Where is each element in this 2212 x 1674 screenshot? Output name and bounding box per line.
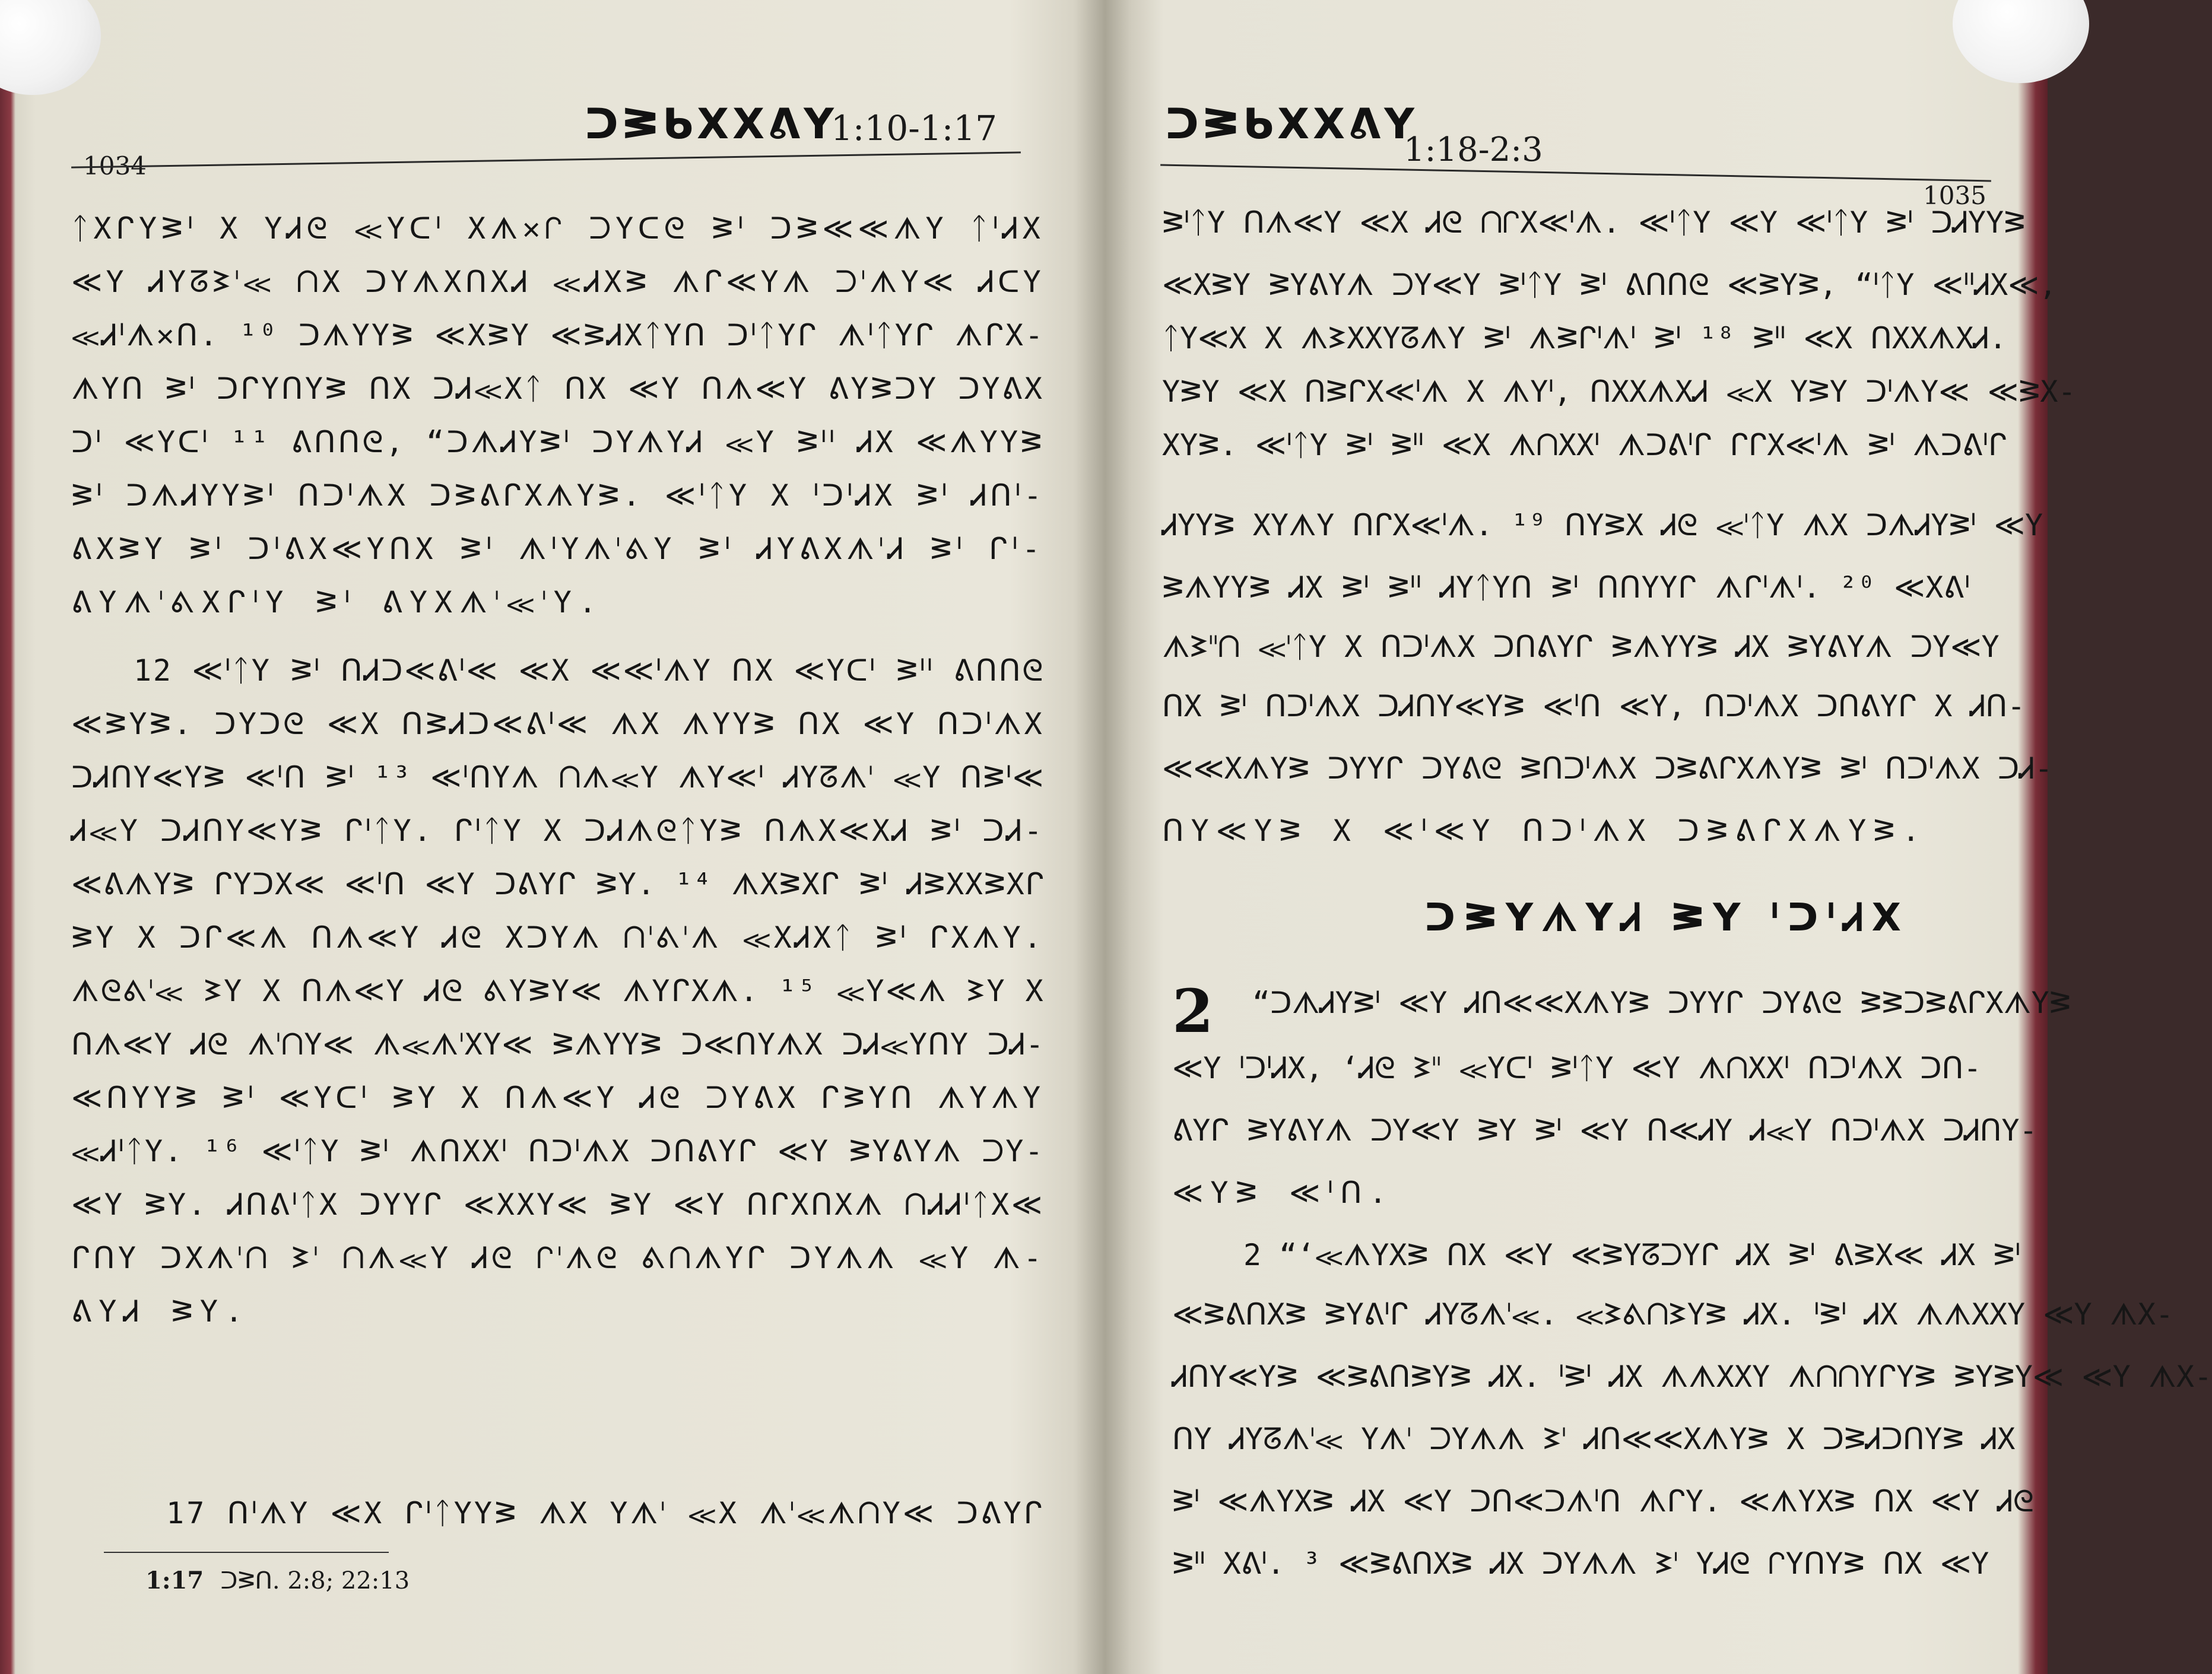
text-line: ≪ᏗᑊᛏY. ¹⁶ ≪ᑊᛏY ᕒᑊ ᗑᑎXXᑊ ᑎᑐᑊᗑX ᑐᑎᕕYᒋ ≪Y ᕒYᕕYᗑ ᑐY- [71,1134,1045,1168]
text-line: ᗑᕒᑊᑊᑎ ≪ᑊᛏY X ᑎᑐᑊᗑX ᑐᑎᕕYᒋ ᕒᗑYYᕒ ᏗX ᕒYᕕYᗑ ᑐY≪Y [1162,630,2000,664]
right-header-ref: 1:18-2:3 [1404,131,1543,169]
text-line: ≪Y ᕒY. ᏗᑎᕕᑊᛏX ᑐYYᒋ ≪XXY≪ ᕒY ≪Y ᑎᒋXᑎXᗑ ᑎᏗᏗᑊᛏX≪ [71,1187,1045,1222]
text-line: ᗑYᑎ ᕒᑊ ᑐᒋYᑎYᕒ ᑎX ᑐᏗ≪Xᛏ ᑎX ≪Y ᑎᗑ≪Y ᕕYᕒᑐY ᑐYᕕX [71,371,1045,406]
text-line: ᕕXᕒY ᕒᑊ ᑐᑊᕕX≪YᑎX ᕒᑊ ᗑᑊYᗑᑊᕕY ᕒᑊ ᏗYᕕXᗑᑊᏗ ᕒᑊ ᒋᑊ- [71,532,1045,566]
text-line: ᑎX ᕒᑊ ᑎᑐᑊᗑX ᑐᏗᑎY≪Yᕒ ≪ᑊᑎ ≪Y, ᑎᑐᑊᗑX ᑐᑎᕕYᒋ X Ꮧᑎ- [1162,689,2026,723]
text-line: ᕒᑊᑊ Xᕕᑊ. ³ ≪ᕒᕕᑎXᕒ ᏗX ᑐYᗑᗑ ᕒᑊ YᏗᘓ ᒋYᑎYᕒ ᑎX ≪Y [1172,1546,1989,1581]
text-line: ᒋᑎY ᑐXᗑᑊᑎ ᕒᑊ ᑎᗑ≪Y Ꮧᘓ ᒋᑊᗑᘓ ᕕᑎᗑYᒋ ᑐYᗑᗑ ≪Y ᗑ- [71,1241,1045,1275]
section-heading: ᑐᕒYᗑYᏗ ᕒY ᑊᑐᑊᏗX [1424,896,1909,940]
text-line: ᑐᏗᑎY≪Yᕒ ≪ᑊᑎ ᕒᑊ ¹³ ≪ᑊᑎYᗑ ᑎᗑ≪Y ᗑY≪ᑊ ᏗYᘔᗑᑊ ≪Y ᑎᕒᑊ≪ [71,760,1045,795]
text-line: ᛏY≪X X ᗑᕒXXYᘔᗑY ᕒᑊ ᗑᕒᒋᑊᗑᑊ ᕒᑊ ¹⁸ ᕒᑊᑊ ≪X ᑎXXᗑXᏗ. [1162,321,2007,355]
text-line: ᕒY X ᑐᒋ≪ᗑ ᑎᗑ≪Y Ꮧᘓ XᑐYᗑ ᑎᑊᕕᑊᗑ ≪XᏗXᛏ ᕒᑊ ᒋXᗑY. [71,920,1045,955]
text-line: ≪≪XᗑYᕒ ᑐYYᒋ ᑐYᕕᘓ ᕒᑎᑐᑊᗑX ᑐᕒᕕᒋXᗑYᕒ ᕒᑊ ᑎᑐᑊᗑX ᑐᏗ- [1162,751,2053,786]
text-line: YᕒY ≪X ᑎᕒᒋX≪ᑊᗑ X ᗑYᑊ, ᑎXXᗑXᏗ ≪X YᕒY ᑐᑊᗑY≪ ≪ᕒX- [1162,374,2076,409]
footnote [145,1567,410,1594]
text-line: ᛏXᒋYᕒᑊ X YᏗᘓ ≪Yᑕᑊ Xᗑ✕ᒋ ᑐYᑕᘓ ᕒᑊ ᑐᕒ≪≪ᗑY ᛏᑊᏗX [71,211,1045,246]
text-line: ᑎY ᏗYᘔᗑᑊ≪ Yᗑᑊ ᑐYᗑᗑ ᕒᑊ Ꮧᑎ≪≪XᗑYᕒ X ᑐᕒᏗᑐᑎYᕒ ᏗX [1172,1422,2016,1456]
text-line: ≪Y ᑊᑐᑊᏗX, ‘Ꮧᘓ ᕒᑊᑊ ≪Yᑕᑊ ᕒᑊᛏY ≪Y ᗑᑎXXᑊ ᑎᑐᑊᗑX ᑐᑎ- [1172,1051,1982,1085]
text-line: ᕒᗑYYᕒ ᏗX ᕒᑊ ᕒᑊᑊ ᏗYᛏYᑎ ᕒᑊ ᑎᑎYYᒋ ᗑᒋᑊᗑᑊ. ²⁰ ≪Xᕕᑊ [1162,570,1970,605]
left-header-ref: 1:10-1:17 [831,108,998,148]
text-line: “ᑐᗑᏗYᕒᑊ ≪Y Ꮧᑎ≪≪XᗑYᕒ ᑐYYᒋ ᑐYᕕᘓ ᕒᕒᑐᕒᕕᒋXᗑYᕒ [1252,986,2071,1020]
text-line: ᕒᑊ ᑐᗑᏗYYᕒᑊ ᑎᑐᑊᗑX ᑐᕒᕕᒋXᗑYᕒ. ≪ᑊᛏY X ᑊᑐᑊᏗX ᕒᑊ Ꮧᑎᑊ- [71,478,1045,513]
text-line: ᗑᘓᕕᑊ≪ ᕒY X ᑎᗑ≪Y Ꮧᘓ ᕕYᕒY≪ ᗑYᒋXᗑ. ¹⁵ ≪Y≪ᗑ ᕒY X [71,974,1045,1008]
left-header-title: ᑐᕒᑲXXᕕY [585,100,837,148]
text-line: ᕒᑊᛏY ᑎᗑ≪Y ≪X Ꮧᘓ ᑎᒋX≪ᑊᗑ. ≪ᑊᛏY ≪Y ≪ᑊᛏY ᕒᑊ ᑐᏗYYᕒ [1162,205,2026,240]
footnote-rule [104,1552,389,1553]
text-line: 2 “‘≪ᗑYXᕒ ᑎX ≪Y ≪ᕒYᘔᑐYᒋ ᏗX ᕒᑊ ᕕᕒX≪ ᏗX ᕒᑊ [1243,1238,2021,1272]
text-line: Ꮧ≪Y ᑐᏗᑎY≪Yᕒ ᒋᑊᛏY. ᒋᑊᛏY X ᑐᏗᗑᘓᛏYᕒ ᑎᗑX≪XᏗ ᕒᑊ ᑐᏗ- [71,814,1045,848]
right-header-title: ᑐᕒᑲXXᕕY [1165,100,1418,148]
text-line: ≪XᕒY ᕒYᕕYᗑ ᑐY≪Y ᕒᑊᛏY ᕒᑊ ᕕᑎᑎᘓ ≪ᕒYᕒ, “ᑊᛏY ≪ᑊᑊᏗX≪, [1162,268,2057,302]
text-line: ᕕYᗑᑊᕕXᒋᑊY ᕒᑊ ᕕYXᗑᑊ≪ᑊY. [71,585,604,620]
text-line: ≪Y ᏗYᘔᕒᑊ≪ ᑎX ᑐYᗑXᑎXᏗ ≪ᏗXᕒ ᗑᒋ≪Yᗑ ᑐᑊᗑY≪ ᏗᑕY [71,265,1045,299]
right-page-number: 1035 [1923,181,1986,210]
text-line: ᑎᗑ≪Y Ꮧᘓ ᗑᑊᑎY≪ ᗑ≪ᗑᑊXY≪ ᕒᗑYYᕒ ᑐ≪ᑎYᗑX ᑐᏗ≪YᑎY ᑐᏗ- [71,1027,1045,1062]
text-line: ≪Ꮧᑊᗑ✕ᑎ. ¹⁰ ᑐᗑYYᕒ ≪XᕒY ≪ᕒᏗXᛏYᑎ ᑐᑊᛏYᒋ ᗑᑊᛏYᒋ ᗑᒋX- [71,318,1045,352]
text-line: ≪ᕕᗑYᕒ ᒋYᑐX≪ ≪ᑊᑎ ≪Y ᑐᕕYᒋ ᕒY. ¹⁴ ᗑXᕒXᒋ ᕒᑊ ᏗᕒXXᕒXᒋ [71,867,1045,901]
text-line: ᕕYᒋ ᕒYᕕYᗑ ᑐY≪Y ᕒY ᕒᑊ ≪Y ᑎ≪ᏗY Ꮧ≪Y ᑎᑐᑊᗑX ᑐᏗᑎY- [1172,1113,2038,1148]
text-line: ≪Yᕒ ≪ᑊᑎ. [1172,1176,1394,1210]
right-header-rule [1160,164,1991,182]
footnote-ref: 1:17 [145,1567,204,1594]
left-page-number: 1034 [83,151,147,180]
text-line: ᕕYᏗ ᕒY. [71,1294,250,1329]
left-header-rule [71,151,1021,168]
text-line: ᏗᑎY≪Yᕒ ≪ᕒᕕᑎᕒYᕒ ᏗX. ᑊᕒᑊ ᏗX ᗑᗑXXY ᗑᑎᑎYᒋYᕒ ᕒYᕒY≪ ≪Y ᗑX- [1172,1359,2212,1394]
footnote-text: ᑐᕒᑎ. 2:8; 22:13 [220,1567,410,1594]
text-line: ≪ᕒᕕᑎXᕒ ᕒYᕕᑊᒋ ᏗYᘔᗑᑊ≪. ≪ᕒᕕᑎᕒYᕒ ᏗX. ᑊᕒᑊ ᏗX ᗑᗑXXY ≪Y ᗑX- [1172,1297,2174,1332]
right-page [1128,0,2212,1674]
text-line: ᑐᑊ ≪Yᑕᑊ ¹¹ ᕕᑎᑎᘓ, “ᑐᗑᏗYᕒᑊ ᑐYᗑYᏗ ≪Y ᕒᑊᑊ ᏗX ≪ᗑYYᕒ [71,425,1045,459]
text-line: ᏗYYᕒ XYᗑY ᑎᒋX≪ᑊᗑ. ¹⁹ ᑎYᕒX Ꮧᘓ ≪ᑊᛏY ᗑX ᑐᗑᏗYᕒᑊ ≪Y [1162,508,2043,542]
text-line: ᕒᑊ ≪ᗑYXᕒ ᏗX ≪Y ᑐᑎ≪ᑐᗑᑊᑎ ᗑᒋY. ≪ᗑYXᕒ ᑎX ≪Y Ꮧᘓ [1172,1484,2034,1519]
text-line: 17 ᑎᑊᗑY ≪X ᒋᑊᛏYYᕒ ᗑX Yᗑᑊ ≪X ᗑᑊ≪ᗑᑎY≪ ᑐᕕYᒋ [166,1496,1045,1530]
text-line: ≪ᕒYᕒ. ᑐYᑐᘓ ≪X ᑎᕒᏗᑐ≪ᕕᑊ≪ ᗑX ᗑYYᕒ ᑎX ≪Y ᑎᑐᑊᗑX [71,707,1045,741]
text-line: ᑎY≪Yᕒ X ≪ᑊ≪Y ᑎᑐᑊᗑX ᑐᕒᕕᒋXᗑYᕒ. [1162,814,1927,848]
chapter-number: 2 [1172,976,1214,1046]
text-line: 12 ≪ᑊᛏY ᕒᑊ ᑎᏗᑐ≪ᕕᑊ≪ ≪X ≪≪ᑊᗑY ᑎX ≪Yᑕᑊ ᕒᑊᑊ ᕕᑎᑎᘓ [134,653,1045,688]
text-line: XYᕒ. ≪ᑊᛏY ᕒᑊ ᕒᑊᑊ ≪X ᗑᑎXXᑊ ᗑᑐᕕᑊᒋ ᒋᒋX≪ᑊᗑ ᕒᑊ ᗑᑐᕕᑊᒋ [1162,428,2007,462]
text-line: ≪ᑎYYᕒ ᕒᑊ ≪Yᑕᑊ ᕒY X ᑎᗑ≪Y Ꮧᘓ ᑐYᕕX ᒋᕒYᑎ ᗑYᗑY [71,1081,1045,1115]
